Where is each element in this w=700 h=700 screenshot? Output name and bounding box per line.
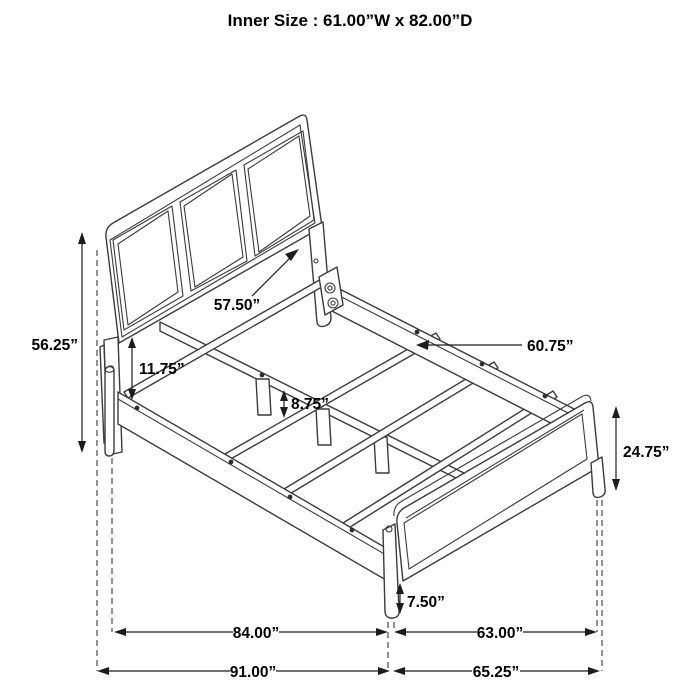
far-rail-screw-1 — [415, 330, 420, 335]
dim-headboard-height — [31, 232, 86, 453]
dim-slat-length-label: 60.75” — [527, 338, 574, 355]
headboard-left-leg — [105, 366, 114, 456]
dim-overall-depth-label: 91.00” — [229, 664, 277, 681]
dim-headboard-width-label: 57.50” — [213, 297, 261, 314]
near-rail-screw-2 — [229, 460, 234, 465]
far-side-rail — [326, 282, 578, 437]
dim-footboard-leg-height — [396, 583, 445, 614]
near-rail-screw-4 — [350, 528, 355, 533]
dim-frame-width — [394, 625, 597, 642]
dim-footboard-height-label: 24.75” — [623, 444, 670, 461]
far-rail-screw-3 — [543, 394, 548, 399]
dim-overall-width-label: 65.25” — [472, 664, 520, 681]
dim-footboard-height — [612, 406, 670, 491]
dim-headboard-height-label: 56.25” — [31, 337, 78, 354]
diagram-title: Inner Size : 61.00”W x 82.00”D — [227, 11, 473, 30]
dim-overall-depth — [97, 664, 390, 681]
dim-footboard-leg-height-label: 7.50” — [407, 594, 445, 611]
center-leg-1 — [256, 379, 271, 415]
dim-frame-width-label: 63.00” — [476, 625, 524, 642]
dim-frame-depth — [114, 625, 388, 642]
near-rail-screw-3 — [288, 495, 293, 500]
near-rail-screw-1 — [135, 406, 140, 411]
far-rail-face — [326, 282, 578, 437]
center-leg-2 — [316, 409, 331, 445]
dim-headboard-rail-gap-label: 11.75” — [139, 361, 185, 378]
dim-center-leg-height-label: 8.75” — [291, 396, 329, 413]
center-rail-screw-1 — [260, 373, 265, 378]
footboard-right-leg — [591, 457, 605, 498]
dim-overall-width — [393, 664, 600, 681]
far-rail-screw-2 — [480, 362, 485, 367]
dim-frame-depth-label: 84.00” — [232, 625, 280, 642]
